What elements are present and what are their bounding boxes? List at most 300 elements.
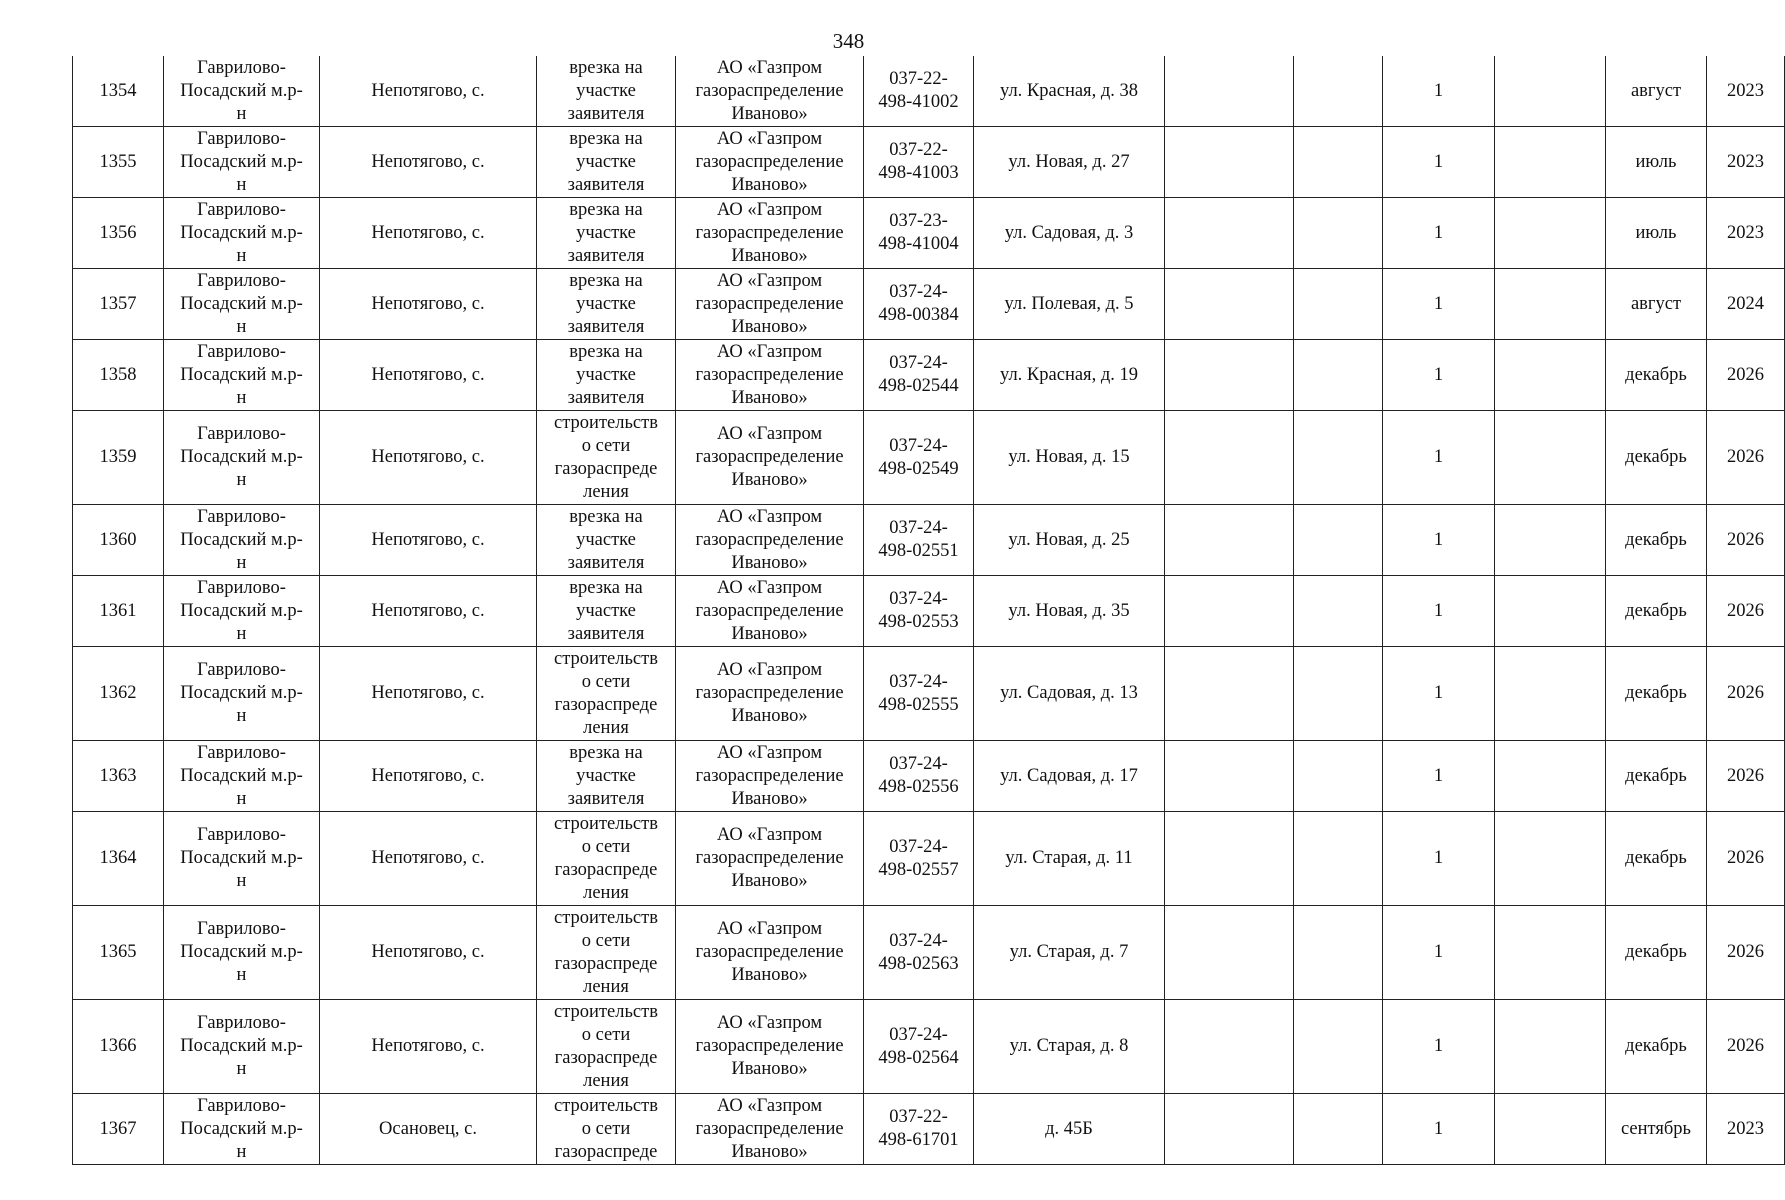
empty-cell <box>1294 411 1383 505</box>
organization-line: газораспределение <box>695 80 844 101</box>
row-number-cell <box>73 647 164 741</box>
year-cell <box>1707 56 1785 127</box>
organization-line: Иваново» <box>731 387 808 408</box>
quantity-cell <box>1383 741 1495 812</box>
district-cell <box>164 1000 320 1094</box>
empty-cell <box>1165 198 1294 269</box>
organization-cell <box>676 269 864 340</box>
organization-cell <box>676 411 864 505</box>
row-number-text: 1361 <box>99 600 137 621</box>
year-text: 2026 <box>1727 683 1764 703</box>
district-cell <box>164 1094 320 1165</box>
address-text: ул. Садовая, д. 13 <box>1000 683 1138 703</box>
table-row <box>73 269 1785 340</box>
address-text: ул. Новая, д. 25 <box>1008 529 1130 550</box>
district-cell <box>164 906 320 1000</box>
empty-cell <box>1495 1094 1606 1165</box>
year-text: 2026 <box>1727 942 1764 962</box>
organization-cell <box>676 56 864 127</box>
organization-line: АО «Газпром <box>716 825 823 845</box>
row-number-text: 1359 <box>99 447 137 467</box>
application-code-line: 037-24- <box>889 518 948 538</box>
empty-cell <box>1165 340 1294 411</box>
row-number-text: 1358 <box>99 364 137 385</box>
district-line: Гаврилово- <box>197 128 286 149</box>
district-line: Посадский м.р- <box>180 600 303 621</box>
connection-method-line: участке <box>576 151 636 172</box>
organization-line: АО «Газпром <box>716 270 823 291</box>
district-line: н <box>236 965 247 985</box>
year-cell <box>1707 127 1785 198</box>
organization-line: Иваново» <box>731 245 808 266</box>
district-line: н <box>236 788 247 809</box>
year-cell <box>1707 576 1785 647</box>
district-line: Гаврилово- <box>197 506 286 527</box>
connection-method-line: ления <box>583 882 629 903</box>
empty-cell <box>1495 269 1606 340</box>
connection-method-cell <box>537 906 676 1000</box>
year-text: 2026 <box>1727 364 1764 385</box>
district-cell <box>164 741 320 812</box>
month-text: август <box>1630 293 1682 314</box>
connection-method-line: врезка на <box>569 577 643 598</box>
month-cell <box>1606 647 1707 741</box>
connection-method-cell <box>537 505 676 576</box>
empty-cell <box>1165 741 1294 812</box>
table-row <box>73 505 1785 576</box>
connection-method-line: ления <box>583 1070 629 1091</box>
organization-line: газораспределение <box>695 942 844 962</box>
organization-line: газораспределение <box>695 600 844 621</box>
district-line: Посадский м.р- <box>180 529 303 550</box>
organization-line: АО «Газпром <box>716 660 823 680</box>
row-number-text: 1357 <box>99 293 137 314</box>
year-text: 2026 <box>1727 529 1764 550</box>
month-text: декабрь <box>1625 529 1687 550</box>
organization-cell <box>676 505 864 576</box>
connection-method-line: ления <box>583 717 629 738</box>
connection-method-line: заявителя <box>567 316 645 337</box>
application-code-cell <box>864 505 974 576</box>
organization-line: Иваново» <box>731 1141 808 1162</box>
locality-cell <box>320 812 537 906</box>
district-line: н <box>236 245 247 266</box>
connection-method-line: газораспреде <box>554 953 658 974</box>
connection-method-line: заявителя <box>567 245 645 266</box>
locality-cell <box>320 741 537 812</box>
organization-line: Иваново» <box>731 788 808 809</box>
connection-method-line: газораспреде <box>554 458 658 479</box>
year-cell <box>1707 812 1785 906</box>
year-cell <box>1707 269 1785 340</box>
district-line: н <box>236 103 247 124</box>
empty-cell <box>1294 906 1383 1000</box>
month-text: декабрь <box>1625 364 1687 385</box>
address-cell <box>974 812 1165 906</box>
organization-cell <box>676 576 864 647</box>
organization-line: АО «Газпром <box>716 199 823 220</box>
address-text: д. 45Б <box>1045 1118 1093 1139</box>
table-row <box>73 127 1785 198</box>
row-number-cell <box>73 340 164 411</box>
district-line: н <box>236 871 247 891</box>
connection-method-cell <box>537 198 676 269</box>
connection-method-line: участке <box>576 765 636 786</box>
organization-line: АО «Газпром <box>716 424 823 444</box>
quantity-text: 1 <box>1433 80 1444 101</box>
row-number-text: 1354 <box>99 80 137 101</box>
quantity-text: 1 <box>1433 600 1444 621</box>
organization-line: Иваново» <box>731 871 808 891</box>
year-cell <box>1707 647 1785 741</box>
row-number-cell <box>73 269 164 340</box>
application-code-line: 037-24- <box>889 671 948 692</box>
row-number-text: 1356 <box>99 222 137 243</box>
connection-method-line: участке <box>576 529 636 550</box>
district-line: Посадский м.р- <box>180 683 303 703</box>
organization-line: АО «Газпром <box>716 57 823 78</box>
month-cell <box>1606 269 1707 340</box>
connection-method-cell <box>537 1094 676 1165</box>
district-cell <box>164 411 320 505</box>
application-code-cell <box>864 741 974 812</box>
district-cell <box>164 127 320 198</box>
empty-cell <box>1165 269 1294 340</box>
empty-cell <box>1165 647 1294 741</box>
locality-text: Непотягово, с. <box>371 293 485 314</box>
row-number-text: 1364 <box>99 848 137 868</box>
district-cell <box>164 647 320 741</box>
empty-cell <box>1495 647 1606 741</box>
month-text: декабрь <box>1625 765 1687 786</box>
month-cell <box>1606 576 1707 647</box>
empty-cell <box>1495 741 1606 812</box>
quantity-cell <box>1383 906 1495 1000</box>
application-code-line: 498-02544 <box>878 376 959 396</box>
year-cell <box>1707 411 1785 505</box>
quantity-cell <box>1383 1094 1495 1165</box>
empty-cell <box>1165 812 1294 906</box>
district-line: Посадский м.р- <box>180 222 303 243</box>
district-line: н <box>236 316 247 337</box>
locality-text: Непотягово, с. <box>371 765 485 786</box>
organization-line: Иваново» <box>731 103 808 124</box>
quantity-text: 1 <box>1433 364 1444 385</box>
month-cell <box>1606 1094 1707 1165</box>
organization-line: АО «Газпром <box>716 341 823 362</box>
locality-cell <box>320 505 537 576</box>
organization-line: Иваново» <box>731 316 808 337</box>
locality-text: Непотягово, с. <box>371 447 485 467</box>
connection-method-line: заявителя <box>567 552 645 573</box>
locality-text: Непотягово, с. <box>371 600 485 621</box>
district-line: н <box>236 174 247 195</box>
connection-method-line: врезка на <box>569 57 643 78</box>
empty-cell <box>1294 647 1383 741</box>
locality-text: Осановец, с. <box>379 1118 477 1139</box>
table-row <box>73 647 1785 741</box>
empty-cell <box>1294 812 1383 906</box>
empty-cell <box>1495 411 1606 505</box>
month-text: июль <box>1635 222 1677 243</box>
connection-method-line: врезка на <box>569 270 643 291</box>
row-number-text: 1367 <box>99 1118 137 1139</box>
application-code-line: 037-22- <box>889 140 948 160</box>
address-cell <box>974 411 1165 505</box>
connection-method-line: ления <box>583 976 629 997</box>
month-cell <box>1606 340 1707 411</box>
organization-cell <box>676 127 864 198</box>
address-cell <box>974 340 1165 411</box>
district-line: н <box>236 470 247 490</box>
application-code-cell <box>864 906 974 1000</box>
connection-method-cell <box>537 411 676 505</box>
organization-line: газораспределение <box>695 848 844 868</box>
address-text: ул. Полевая, д. 5 <box>1004 293 1134 314</box>
connection-method-line: участке <box>576 80 636 101</box>
empty-cell <box>1495 127 1606 198</box>
organization-line: АО «Газпром <box>716 577 823 598</box>
empty-cell <box>1294 1000 1383 1094</box>
connection-method-line: участке <box>576 600 636 621</box>
empty-cell <box>1165 56 1294 127</box>
connection-method-line: строительств <box>554 1001 658 1022</box>
district-line: Посадский м.р- <box>180 765 303 786</box>
quantity-text: 1 <box>1433 529 1444 550</box>
organization-cell <box>676 1000 864 1094</box>
organization-line: Иваново» <box>731 623 808 644</box>
application-code-line: 037-22- <box>889 69 948 89</box>
application-code-line: 498-61701 <box>878 1130 959 1150</box>
empty-cell <box>1165 1094 1294 1165</box>
connection-method-line: заявителя <box>567 788 645 809</box>
connection-method-line: о сети <box>581 836 631 857</box>
application-code-line: 037-24- <box>889 1024 948 1045</box>
quantity-text: 1 <box>1433 151 1444 172</box>
organization-line: газораспределение <box>695 1036 844 1056</box>
quantity-cell <box>1383 576 1495 647</box>
empty-cell <box>1165 411 1294 505</box>
empty-cell <box>1495 812 1606 906</box>
month-text: сентябрь <box>1621 1118 1691 1139</box>
connection-method-line: газораспреде <box>554 694 658 715</box>
organization-line: газораспределение <box>695 293 844 314</box>
district-line: Посадский м.р- <box>180 848 303 868</box>
organization-line: АО «Газпром <box>716 1095 823 1116</box>
locality-cell <box>320 647 537 741</box>
district-line: Посадский м.р- <box>180 942 303 962</box>
row-number-text: 1362 <box>99 683 137 703</box>
year-text: 2023 <box>1727 1118 1764 1139</box>
quantity-text: 1 <box>1433 293 1444 314</box>
connection-method-line: врезка на <box>569 742 643 763</box>
district-line: Гаврилово- <box>197 1095 286 1116</box>
application-code-line: 037-23- <box>889 211 948 231</box>
address-text: ул. Старая, д. 11 <box>1005 848 1133 868</box>
address-text: ул. Новая, д. 27 <box>1008 151 1130 172</box>
year-text: 2023 <box>1727 222 1764 243</box>
application-code-cell <box>864 127 974 198</box>
quantity-text: 1 <box>1433 683 1444 703</box>
month-text: декабрь <box>1625 447 1687 467</box>
application-code-line: 498-00384 <box>878 305 959 325</box>
table-row <box>73 411 1785 505</box>
table-body <box>73 56 1785 1165</box>
connection-method-cell <box>537 340 676 411</box>
table-row <box>73 1094 1785 1165</box>
empty-cell <box>1495 1000 1606 1094</box>
district-line: Гаврилово- <box>197 341 286 362</box>
month-text: август <box>1630 80 1682 101</box>
district-line: Гаврилово- <box>197 919 286 939</box>
connection-method-cell <box>537 647 676 741</box>
district-line: Гаврилово- <box>197 660 286 680</box>
empty-cell <box>1495 906 1606 1000</box>
quantity-cell <box>1383 269 1495 340</box>
organization-line: газораспределение <box>695 364 844 385</box>
organization-line: АО «Газпром <box>716 742 823 763</box>
empty-cell <box>1165 906 1294 1000</box>
year-text: 2023 <box>1727 80 1764 101</box>
district-cell <box>164 576 320 647</box>
application-code-line: 498-41004 <box>878 234 959 254</box>
locality-cell <box>320 56 537 127</box>
empty-cell <box>1294 269 1383 340</box>
organization-line: газораспределение <box>695 765 844 786</box>
organization-cell <box>676 198 864 269</box>
connection-method-line: врезка на <box>569 506 643 527</box>
locality-text: Непотягово, с. <box>371 80 485 101</box>
quantity-cell <box>1383 127 1495 198</box>
year-cell <box>1707 741 1785 812</box>
district-line: Посадский м.р- <box>180 447 303 467</box>
connection-method-cell <box>537 741 676 812</box>
year-text: 2024 <box>1727 293 1764 314</box>
row-number-cell <box>73 56 164 127</box>
row-number-text: 1360 <box>99 529 137 550</box>
year-cell <box>1707 340 1785 411</box>
application-code-line: 037-24- <box>889 930 948 951</box>
application-code-line: 037-24- <box>889 435 948 456</box>
quantity-cell <box>1383 812 1495 906</box>
district-line: н <box>236 552 247 573</box>
locality-cell <box>320 411 537 505</box>
district-cell <box>164 812 320 906</box>
row-number-cell <box>73 505 164 576</box>
organization-cell <box>676 812 864 906</box>
row-number-cell <box>73 812 164 906</box>
district-line: н <box>236 623 247 644</box>
organization-line: АО «Газпром <box>716 506 823 527</box>
row-number-cell <box>73 198 164 269</box>
empty-cell <box>1294 56 1383 127</box>
connection-method-line: участке <box>576 364 636 385</box>
connection-method-line: строительств <box>554 813 658 834</box>
application-code-line: 498-41003 <box>878 163 959 183</box>
organization-cell <box>676 741 864 812</box>
connection-method-line: о сети <box>581 671 631 692</box>
month-cell <box>1606 1000 1707 1094</box>
quantity-text: 1 <box>1433 447 1444 467</box>
year-cell <box>1707 505 1785 576</box>
organization-line: Иваново» <box>731 1059 808 1079</box>
quantity-text: 1 <box>1433 1118 1444 1139</box>
district-line: н <box>236 387 247 408</box>
row-number-cell <box>73 127 164 198</box>
quantity-text: 1 <box>1433 765 1444 786</box>
application-code-cell <box>864 411 974 505</box>
connection-method-line: участке <box>576 222 636 243</box>
organization-line: газораспределение <box>695 151 844 172</box>
application-code-line: 498-02553 <box>878 612 959 632</box>
empty-cell <box>1294 576 1383 647</box>
address-text: ул. Старая, д. 7 <box>1009 942 1129 962</box>
locality-text: Непотягово, с. <box>371 683 485 703</box>
locality-text: Непотягово, с. <box>371 222 485 243</box>
month-text: декабрь <box>1625 600 1687 621</box>
organization-line: Иваново» <box>731 552 808 573</box>
organization-line: газораспределение <box>695 447 844 467</box>
year-cell <box>1707 906 1785 1000</box>
organization-line: газораспределение <box>695 683 844 703</box>
address-cell <box>974 647 1165 741</box>
application-code-line: 498-02549 <box>878 458 959 479</box>
organization-line: газораспределение <box>695 529 844 550</box>
row-number-cell <box>73 741 164 812</box>
application-code-line: 037-24- <box>889 836 948 857</box>
application-code-cell <box>864 1000 974 1094</box>
empty-cell <box>1294 127 1383 198</box>
month-cell <box>1606 812 1707 906</box>
table-row <box>73 906 1785 1000</box>
district-line: Посадский м.р- <box>180 1036 303 1056</box>
application-code-line: 037-22- <box>889 1107 948 1127</box>
year-cell <box>1707 1094 1785 1165</box>
address-cell <box>974 1094 1165 1165</box>
quantity-cell <box>1383 647 1495 741</box>
locality-cell <box>320 127 537 198</box>
application-code-line: 037-24- <box>889 282 948 302</box>
connection-method-line: строительств <box>554 907 658 928</box>
application-code-line: 498-02557 <box>878 859 959 880</box>
address-cell <box>974 269 1165 340</box>
district-line: н <box>236 1059 247 1079</box>
locality-text: Непотягово, с. <box>371 151 485 172</box>
quantity-cell <box>1383 198 1495 269</box>
quantity-text: 1 <box>1433 942 1444 962</box>
organization-line: газораспределение <box>695 1118 844 1139</box>
month-text: декабрь <box>1625 683 1687 703</box>
application-code-line: 037-24- <box>889 754 948 774</box>
month-text: июль <box>1635 151 1677 172</box>
address-text: ул. Садовая, д. 17 <box>1000 765 1138 786</box>
application-code-line: 498-41002 <box>878 92 959 112</box>
district-line: н <box>236 706 247 726</box>
year-text: 2023 <box>1727 151 1764 172</box>
month-text: декабрь <box>1625 1036 1687 1056</box>
application-code-cell <box>864 198 974 269</box>
empty-cell <box>1294 198 1383 269</box>
address-cell <box>974 56 1165 127</box>
address-text: ул. Садовая, д. 3 <box>1004 222 1134 243</box>
month-cell <box>1606 741 1707 812</box>
address-cell <box>974 576 1165 647</box>
empty-cell <box>1294 741 1383 812</box>
connection-method-line: врезка на <box>569 199 643 220</box>
connection-method-line: заявителя <box>567 103 645 124</box>
quantity-text: 1 <box>1433 1036 1444 1056</box>
application-code-line: 037-24- <box>889 353 948 373</box>
